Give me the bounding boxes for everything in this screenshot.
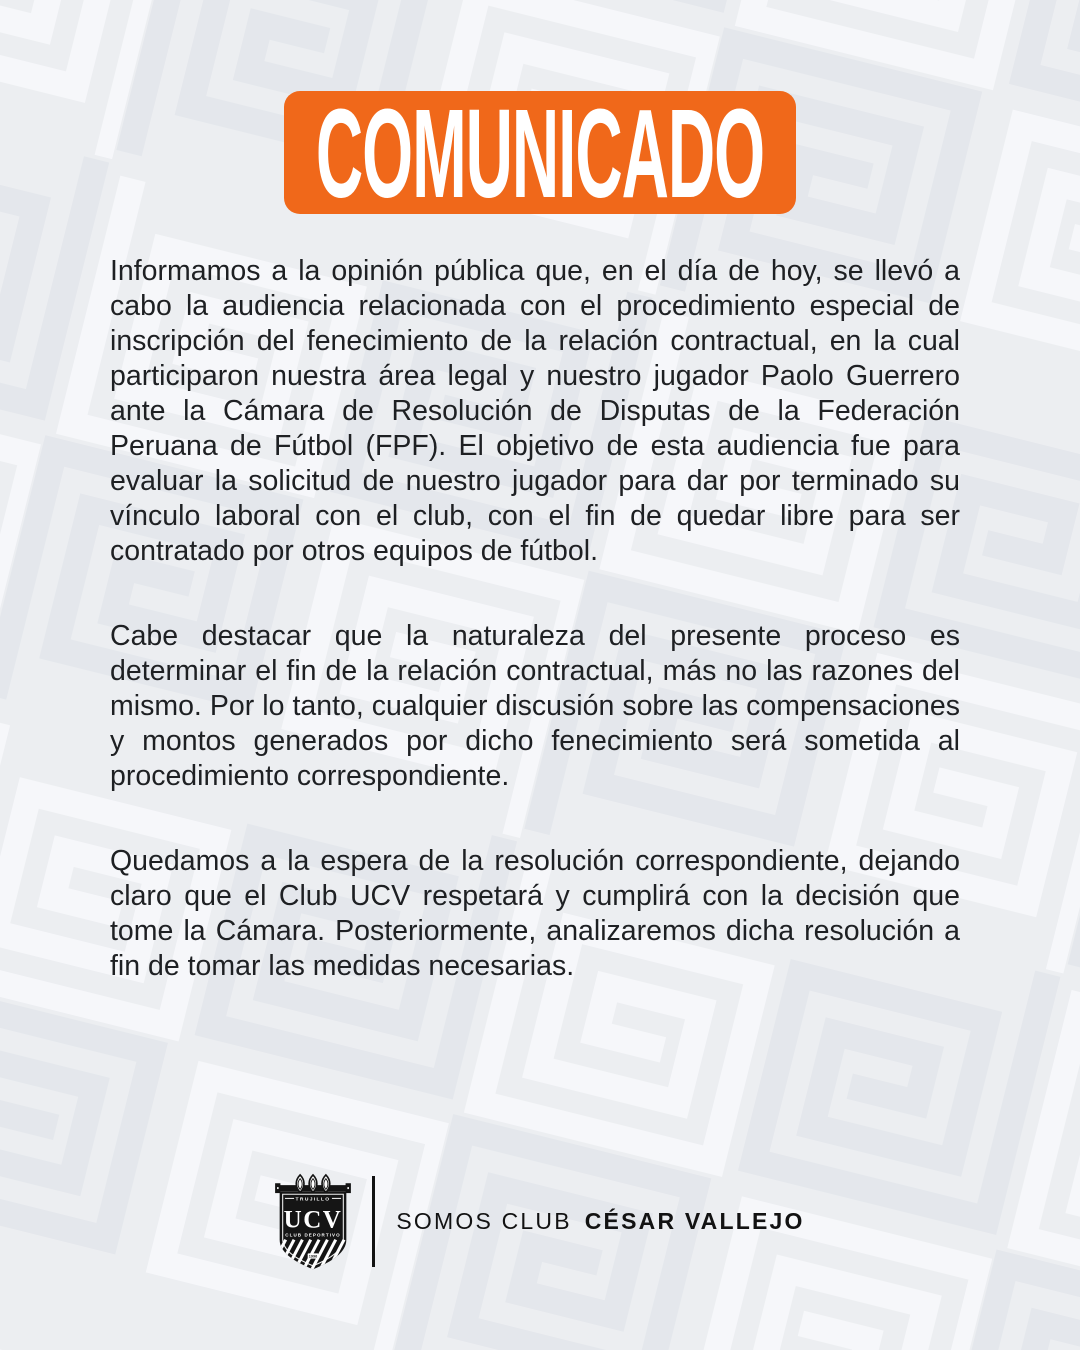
footer-tagline	[396, 1208, 804, 1235]
crest-city: TRUJILLO	[295, 1196, 331, 1202]
ucv-club-crest	[275, 1173, 351, 1270]
announcement-body	[110, 254, 960, 1034]
paragraph-3: Quedamos a la espera de la resolución correspondiente, dejando claro que el Club UCV respetará y cumplirá con la decisión que tome la Cámara. Posteriormente, analizaremos dicha resolución a fin de tomar las medidas necesarias.	[110, 845, 960, 982]
comunicado-banner	[284, 82, 796, 224]
tagline-regular: SOMOS CLUB	[396, 1207, 572, 1234]
crest-spires-icon	[297, 1174, 330, 1191]
crest-year: 1996	[309, 1253, 318, 1258]
paragraph-2: Cabe destacar que la naturaleza del presente proceso es determinar el fin de la relación contractual, más no las razones del mismo. Por lo tanto, cualquier discusión sobre las compensaciones y montos generados por dicho fenecimiento será sometida al procedimiento correspondiente.	[110, 620, 960, 792]
footer-divider	[372, 1176, 375, 1267]
page-title: COMUNICADO	[315, 82, 765, 224]
crest-type: CLUB DEPORTIVO	[285, 1232, 342, 1238]
crest-initials: UCV	[284, 1206, 343, 1234]
footer	[0, 1171, 1080, 1271]
tagline-bold: CÉSAR VALLEJO	[584, 1207, 805, 1234]
paragraph-1: Informamos a la opinión pública que, en el día de hoy, se llevó a cabo la audiencia relacionada con el procedimiento especial de inscripción del fenecimiento de la relación contractual, en la cual participaron nuestra área legal y nuestro jugador Paolo Guerrero ante la Cámara de Resolución de Disputas de la Federación Peruana de Fútbol (FPF). El objetivo de esta audiencia fue para evaluar la solicitud de nuestro jugador para dar por terminado su vínculo laboral con el club, con el fin de quedar libre para ser contratado por otros equipos de fútbol.	[110, 255, 960, 567]
